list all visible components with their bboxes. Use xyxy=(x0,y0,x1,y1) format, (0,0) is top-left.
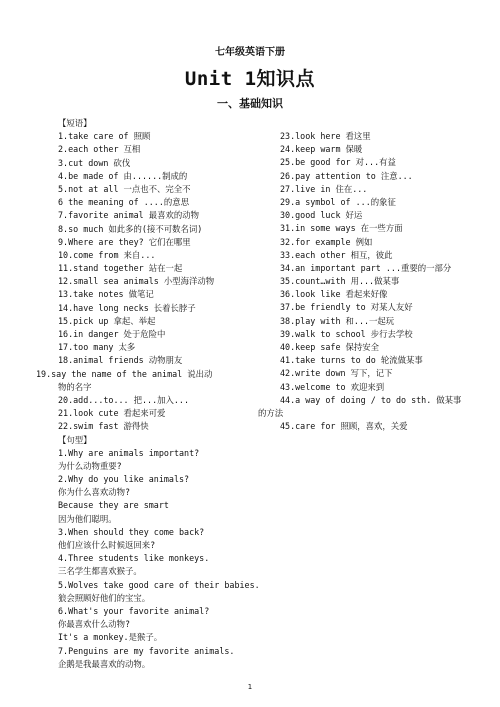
text-line: 14.have long necks 长着长脖子 xyxy=(58,302,196,313)
text-line: 31.in some ways 在一些方面 xyxy=(280,223,403,234)
text-line: 36.look like 看起来好像 xyxy=(280,289,388,300)
text-line: 27.live in 住在... xyxy=(280,183,368,194)
text-line: 9.Where are they? 它们在哪里 xyxy=(58,236,191,247)
text-line: 20.add...to... 把...加入... xyxy=(58,394,190,405)
text-line: Because they are smart xyxy=(58,500,169,511)
text-line: 的方法 xyxy=(258,407,284,418)
text-line: 7.Penguins are my favorite animals. xyxy=(58,645,235,656)
document-subtitle: 七年级英语下册 xyxy=(215,47,285,58)
text-line: 42.write down 写下，记下 xyxy=(280,368,393,379)
text-line: 15.pick up 拿起、举起 xyxy=(58,315,156,326)
section-heading: 一、基础知识 xyxy=(217,97,283,110)
text-line: 19.say the name of the animal 说出动 xyxy=(36,368,213,379)
text-line: 38.play with 和...一起玩 xyxy=(280,315,395,326)
text-line: 【句型】 xyxy=(58,434,92,445)
text-line: 你为什么喜欢动物? xyxy=(58,487,131,498)
text-line: 11.stand together 站在一起 xyxy=(58,263,183,274)
text-line: 13.take notes 做笔记 xyxy=(58,289,154,300)
text-line: 33.each other 相互，彼此 xyxy=(280,249,393,260)
text-line: 35.count…with 用...做某事 xyxy=(280,276,400,287)
text-line: 44.a way of doing / to do sth. 做某事 xyxy=(280,394,462,405)
text-line: 2.Why do you like animals? xyxy=(58,474,190,485)
text-line: 37.be friendly to 对某人友好 xyxy=(280,302,413,313)
text-line: 32.for example 例如 xyxy=(280,236,373,247)
right-column xyxy=(258,130,462,433)
left-column xyxy=(36,117,260,671)
text-line: 8.so much 如此多的(接不可数名词) xyxy=(58,223,203,234)
text-line: 5.Wolves take good care of their babies. xyxy=(58,579,260,590)
text-line: 【短语】 xyxy=(58,118,92,128)
text-line: 狼会照顾好他们的宝宝。 xyxy=(58,592,151,603)
text-line: 18.animal friends 动物朋友 xyxy=(58,355,183,366)
text-line: 3.When should they come back? xyxy=(58,526,205,537)
text-line: 2.each other 互相 xyxy=(58,144,141,155)
text-line: 你最喜欢什么动物? xyxy=(58,619,131,630)
text-line: It's a monkey.是猴子。 xyxy=(58,632,163,643)
text-line: 45.care for 照顾，喜欢，关爱 xyxy=(280,421,408,432)
text-line: 企鹅是我最喜欢的动物。 xyxy=(58,658,151,669)
text-line: 6.What's your favorite animal? xyxy=(58,605,210,616)
text-line: 10.come from 来自... xyxy=(58,249,156,260)
text-line: 因为他们聪明。 xyxy=(58,513,117,524)
text-line: 3.cut down 砍伐 xyxy=(58,157,131,168)
text-line: 24.keep warm 保暖 xyxy=(280,144,363,155)
text-line: 6 the meaning of ....的意思 xyxy=(58,197,190,208)
text-line: 5.not at all 一点也不、完全不 xyxy=(58,183,191,194)
text-line: 17.too many 太多 xyxy=(58,342,136,353)
text-line: 29.a symbol of ...的象征 xyxy=(280,196,396,207)
text-line: 41.take turns to do 轮流做某事 xyxy=(280,355,423,366)
text-line: 7.favorite animal 最喜欢的动物 xyxy=(58,210,200,221)
text-line: 1.take care of 照顾 xyxy=(58,131,151,142)
text-line: 22.swim fast 游得快 xyxy=(58,421,149,432)
text-line: 26.pay attention to 注意... xyxy=(280,170,413,181)
text-line: 三名学生都喜欢猴子。 xyxy=(58,566,142,577)
text-line: 4.be made of 由......制成的 xyxy=(58,170,188,181)
text-line: 他们应该什么时候返回来? xyxy=(58,540,156,550)
text-line: 34.an important part ...重要的一部分 xyxy=(280,262,452,273)
text-line: 为什么动物重要? xyxy=(58,460,122,471)
text-line: 12.small sea animals 小型海洋动物 xyxy=(58,276,215,287)
text-line: 21.look cute 看起来可爱 xyxy=(58,408,166,419)
page-number: 1 xyxy=(247,683,253,691)
text-line: 23.look here 看这里 xyxy=(280,131,371,141)
text-line: 43.welcome to 欢迎来到 xyxy=(280,381,385,392)
text-line: 40.keep safe 保持安全 xyxy=(280,342,380,352)
text-line: 25.be good for 对...有益 xyxy=(280,157,396,168)
text-line: 30.good luck 好运 xyxy=(280,210,363,221)
text-line: 4.Three students like monkeys. xyxy=(58,553,210,564)
text-line: 物的名字 xyxy=(58,381,92,392)
text-line: 39.walk to school 步行去学校 xyxy=(280,328,413,339)
text-line: 1.Why are animals important? xyxy=(58,447,200,458)
text-line: 16.in danger 处于危险中 xyxy=(58,329,166,339)
document-title: Unit 1知识点 xyxy=(184,68,316,90)
